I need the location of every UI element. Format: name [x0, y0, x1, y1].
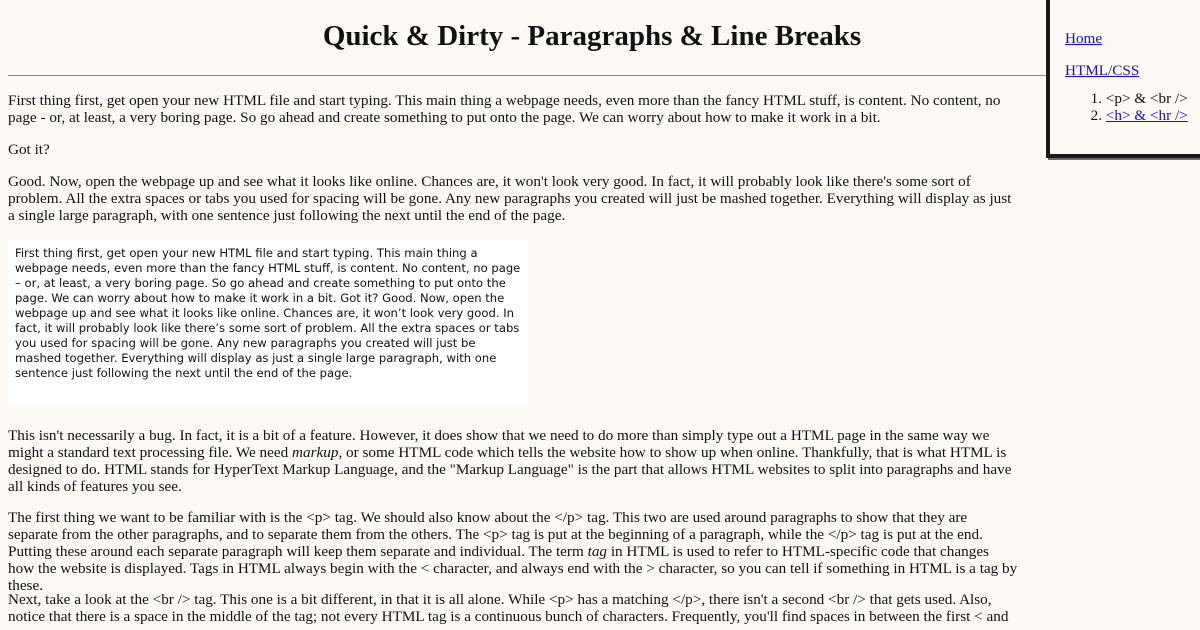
- main-content: [8, 0, 1038, 625]
- paragraph-intro: First thing first, get open your new HTML file and start typing. This main thing a webpage needs, even more than the fancy HTML stuff, is content. No content, no page - or, at least, a very boring page. So go ahead and create something to put onto the page. We can worry about how to make it work in a bit.: [8, 92, 1001, 126]
- nav-link-home[interactable]: Home: [1065, 30, 1103, 47]
- paragraph-not-a-bug: [8, 427, 1018, 495]
- emphasis-tag: tag: [587, 543, 608, 560]
- list-number: 2.: [1090, 107, 1102, 124]
- nav-link-html-css[interactable]: HTML/CSS: [1065, 62, 1140, 79]
- nav-lesson-list: [1065, 90, 1188, 124]
- nav-link-h-hr[interactable]: <h> & <hr />: [1105, 107, 1188, 124]
- nav-lesson-item: [1065, 107, 1188, 124]
- paragraph-text: This isn't necessarily a bug. In fact, it is a bit of a feature. However, it does show that we need to do more than simply type out a HTML page in the same way we might a standard text processing file. We need: [8, 427, 990, 461]
- list-number: 1.: [1090, 90, 1102, 107]
- nav-lesson-item-current: [1065, 90, 1188, 107]
- example-render-box: First thing first, get open your new HTML file and start typing. This main thing a webpage needs, even more than the fancy HTML stuff, is content. No content, no page – or, at least, a very boring page. So go ahead and create something to put onto the page. We can worry about how to make it work in a bit. Got it? Good. Now, open the webpage up and see what it looks like online. Chances are, it won’t look very good. In fact, it will probably look like there’s some sort of problem. All the extra spaces or tabs you used for spacing will be gone. Any new paragraphs you created will just be mashed together. Everything will display as just a single large paragraph, with one sentence just following the next until the end of the page.: [8, 240, 528, 404]
- paragraph-text: , or some HTML code which tells the website how to show up when online. Thankfully, that is what HTML is designed to do. HTML stands for HyperText Markup Language, and the "Markup Language" is the part that allows HTML websites to split into paragraphs and have all kinds of features you see.: [8, 444, 1012, 495]
- paragraph-text: The first thing we want to be familiar with is the <p> tag. We should also know about the </p> tag. This two are used around paragraphs to show that they are separate from the other paragraphs, and to separate them from the others. The <p> tag is put at the beginning of a paragraph, while the </p> tag is put at the end. Putting these around each separate paragraph will keep them separate and individual. The term: [8, 509, 983, 560]
- paragraph-p-tag: [8, 509, 1018, 594]
- sidebar-nav: [1046, 0, 1200, 158]
- paragraph-text: in HTML is used to refer to HTML-specific code that changes how the website is displayed. Tags in HTML always begin with the < character, and always end with the > character, so you can tell if something in HTML is a tag by these.: [8, 543, 1018, 594]
- nav-lesson-label: <p> & <br />: [1105, 90, 1188, 107]
- paragraph-got-it: Got it?: [8, 141, 50, 158]
- paragraph-br-tag: Next, take a look at the <br /> tag. This one is a bit different, in that it is all alone. While <p> has a matching </p>, there isn't a second <br /> that gets used. Also, notice that there is a space in the middle of the tag; not every HTML tag is a continuous bunch of characters. Frequently, you'll find spaces in between the first < and: [8, 591, 1009, 625]
- page-title: Quick & Dirty - Paragraphs & Line Breaks: [322, 20, 862, 52]
- title-divider: [8, 75, 1054, 76]
- paragraph-good-now: Good. Now, open the webpage up and see what it looks like online. Chances are, it won't look very good. In fact, it will probably look like there's some sort of problem. All the extra spaces or tabs you used for spacing will be gone. Any new paragraphs you created will just be mashed together. Everything will display as just a single large paragraph, with one sentence just following the next until the end of the page.: [8, 173, 1012, 224]
- emphasis-markup: markup: [292, 444, 339, 461]
